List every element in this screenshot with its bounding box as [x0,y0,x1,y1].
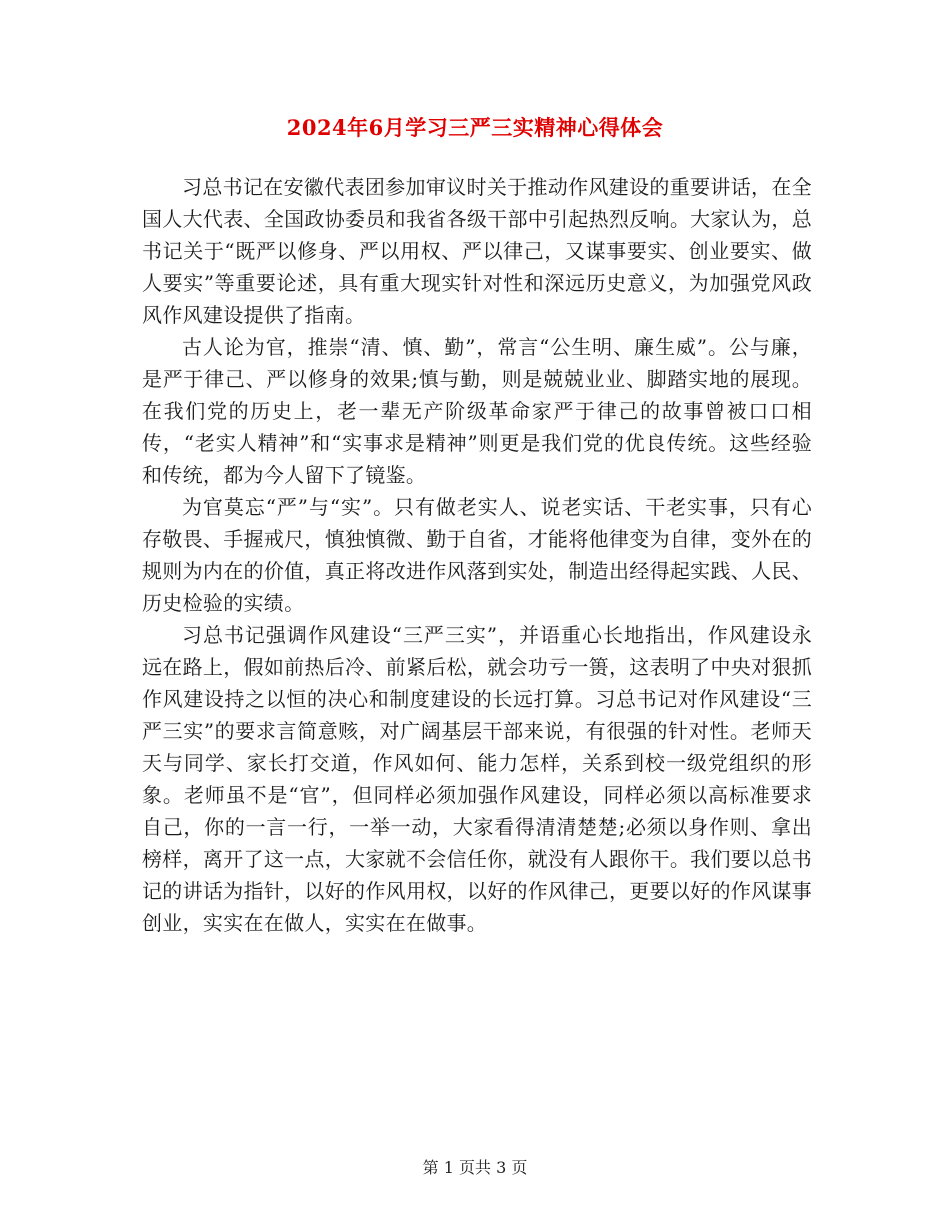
document-body [142,171,812,939]
document-title: 2024年6月学习三严三实精神心得体会 [286,115,664,140]
paragraph-3: 为官莫忘“严”与“实”。只有做老实人、说老实话、干老实事，只有心存敬畏、手握戒尺，慎独慎微、勤于自省，才能将他律变为自律，变外在的规则为内在的价值，真正将改进作风落到实处，制造出经得起实践、人民、历史检验的实绩。 [142,495,812,615]
paragraph-1: 习总书记在安徽代表团参加审议时关于推动作风建设的重要讲话，在全国人大代表、全国政协委员和我省各级干部中引起热烈反响。大家认为，总书记关于“既严以修身、严以用权、严以律己，又谋事要实、创业要实、做人要实”等重要论述，具有重大现实针对性和深远历史意义，为加强党风政风作风建设提供了指南。 [142,175,812,327]
paragraph-4: 习总书记强调作风建设“三严三实”，并语重心长地指出，作风建设永远在路上，假如前热后冷、前紧后松，就会功亏一篑，这表明了中央对狠抓作风建设持之以恒的决心和制度建设的长远打算。习总书记对作风建设“三严三实”的要求言简意赅，对广阔基层干部来说，有很强的针对性。老师天天与同学、家长打交道，作风如何、能力怎样，关系到校一级党组织的形象。老师虽不是“官”，但同样必须加强作风建设，同样必须以高标准要求自己，你的一言一行，一举一动，大家看得清清楚楚;必须以身作则、拿出榜样，离开了这一点，大家就不会信任你，就没有人跟你干。我们要以总书记的讲话为指针，以好的作风用权，以好的作风律己，更要以好的作风谋事创业，实实在在做人，实实在在做事。 [142,623,812,935]
paragraph-2: 古人论为官，推崇“清、慎、勤”，常言“公生明、廉生威”。公与廉，是严于律己、严以修身的效果;慎与勤，则是兢兢业业、脚踏实地的展现。在我们党的历史上，老一辈无产阶级革命家严于律己的故事曾被口口相传，“老实人精神”和“实事求是精神”则更是我们党的优良传统。这些经验和传统，都为今人留下了镜鉴。 [142,335,812,487]
page-footer: 第 1 页共 3 页 [422,1158,528,1177]
